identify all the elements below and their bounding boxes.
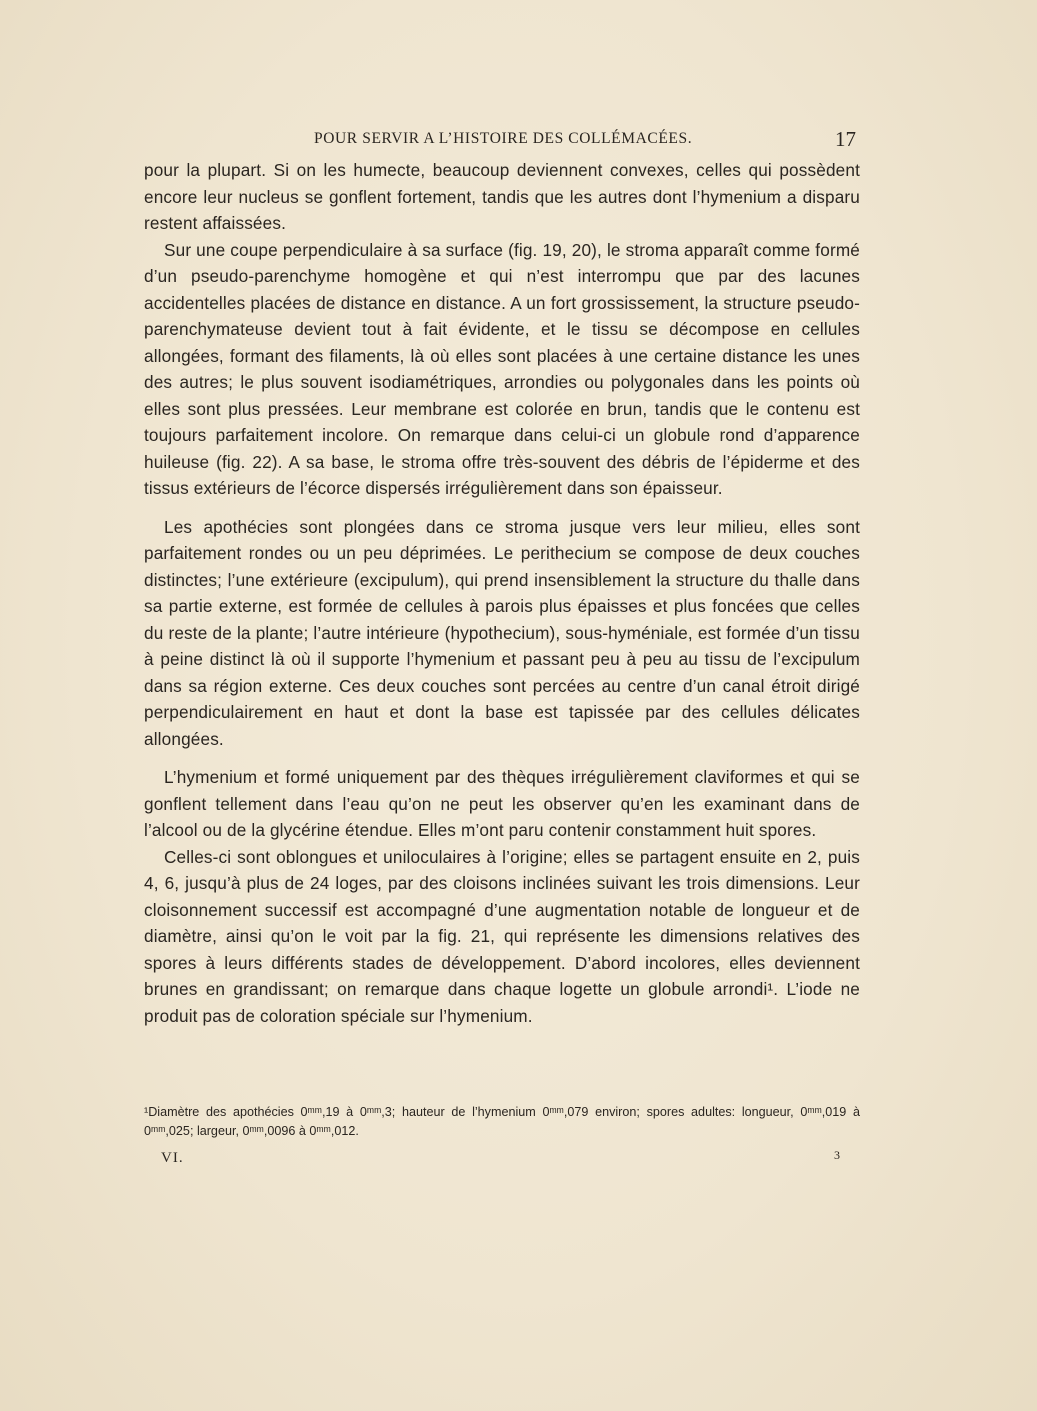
paragraph: Sur une coupe perpendiculaire à sa surface (fig. 19, 20), le stroma apparaît comme formé d’un pseudo-parenchyme homogène et qui n’est interrompu que par des lacunes accidentelles placées de distance en distance. A un fort grossissement, la structure pseudo-parenchymateuse devient tout à fait évidente, et le tissu se décompose en cellules allongées, formant des filaments, là où elles sont placées à une certaine distance les unes des autres; le plus souvent isodiamétriques, arrondies ou polygonales dans les points où elles sont plus pressées. Leur membrane est colorée en brun, tandis que le contenu est toujours parfaitement incolore. On remarque dans celui-ci un globule rond d’apparence huileuse (fig. 22). A sa base, le stroma offre très-souvent des débris de l’épiderme et des tissus extérieurs de l’écorce dispersés irrégulièrement dans son épaisseur. [144,239,860,498]
paragraph: Celles-ci sont oblongues et uniloculaires à l’origine; elles se partagent ensuite en 2, puis 4, 6, jusqu’à plus de 24 loges, par des cloisons inclinées suivant les trois dimensions. Leur cloisonnement successif est accompagné d’une augmentation notable de longueur et de diamètre, ainsi qu’on le voit par la fig. 21, qui représente les dimensions relatives des spores à leurs différents stades de développement. D’abord incolores, elles deviennent brunes en grandissant; on remarque dans chaque logette un globule arrondi¹. L’iode ne produit pas de coloration spéciale sur l’hymenium. [144,846,860,1026]
footnote: ¹Diamètre des apothécies 0ᵐᵐ,19 à 0ᵐᵐ,3; hauteur de l’hymenium 0ᵐᵐ,079 environ; spores adultes: longueur, 0ᵐᵐ,019 à 0ᵐᵐ,025; largeur, 0ᵐᵐ,0096 à 0ᵐᵐ,012. [144,1105,860,1138]
paragraph: L’hymenium et formé uniquement par des thèques irrégulièrement claviformes et qui se gonflent tellement dans l’eau qu’on ne peut les observer qu’en les examinant dans de l’alcool ou de la glycérine étendue. Elles m’ont paru contenir constamment huit spores. [144,767,860,840]
paragraph: pour la plupart. Si on les humecte, beaucoup deviennent convexes, celles qui possèdent encore leur nucleus se gonflent fortement, tandis que les autres dont l’hymenium a disparu restent affaissées. [144,160,860,233]
signature-volume: VI. [161,1150,184,1166]
body-text [144,157,860,1029]
signature-sheet-number: 3 [834,1148,840,1162]
paragraph: Les apothécies sont plongées dans ce stroma jusque vers leur milieu, elles sont parfaitement rondes ou un peu déprimées. Le perithecium se compose de deux couches distinctes; l’une extérieure (excipulum), qui prend insensiblement la structure du thalle dans sa partie externe, est formée de cellules à parois plus épaisses et plus foncées que celles du reste de la plante; l’autre intérieure (hypothecium), sous-hyméniale, est formée d’un tissu à peine distinct là où il supporte l’hymenium et passant peu à peu au tissu de l’excipulum dans sa région externe. Ces deux couches sont percées au centre d’un canal étroit dirigé perpendiculairement en haut et dont la base est tapissée par des cellules délicates allongées. [144,516,860,749]
page-number: 17 [835,127,856,151]
page-header [144,127,860,154]
running-title: POUR SERVIR A L’HISTOIRE DES COLLÉMACÉES. [314,130,693,147]
